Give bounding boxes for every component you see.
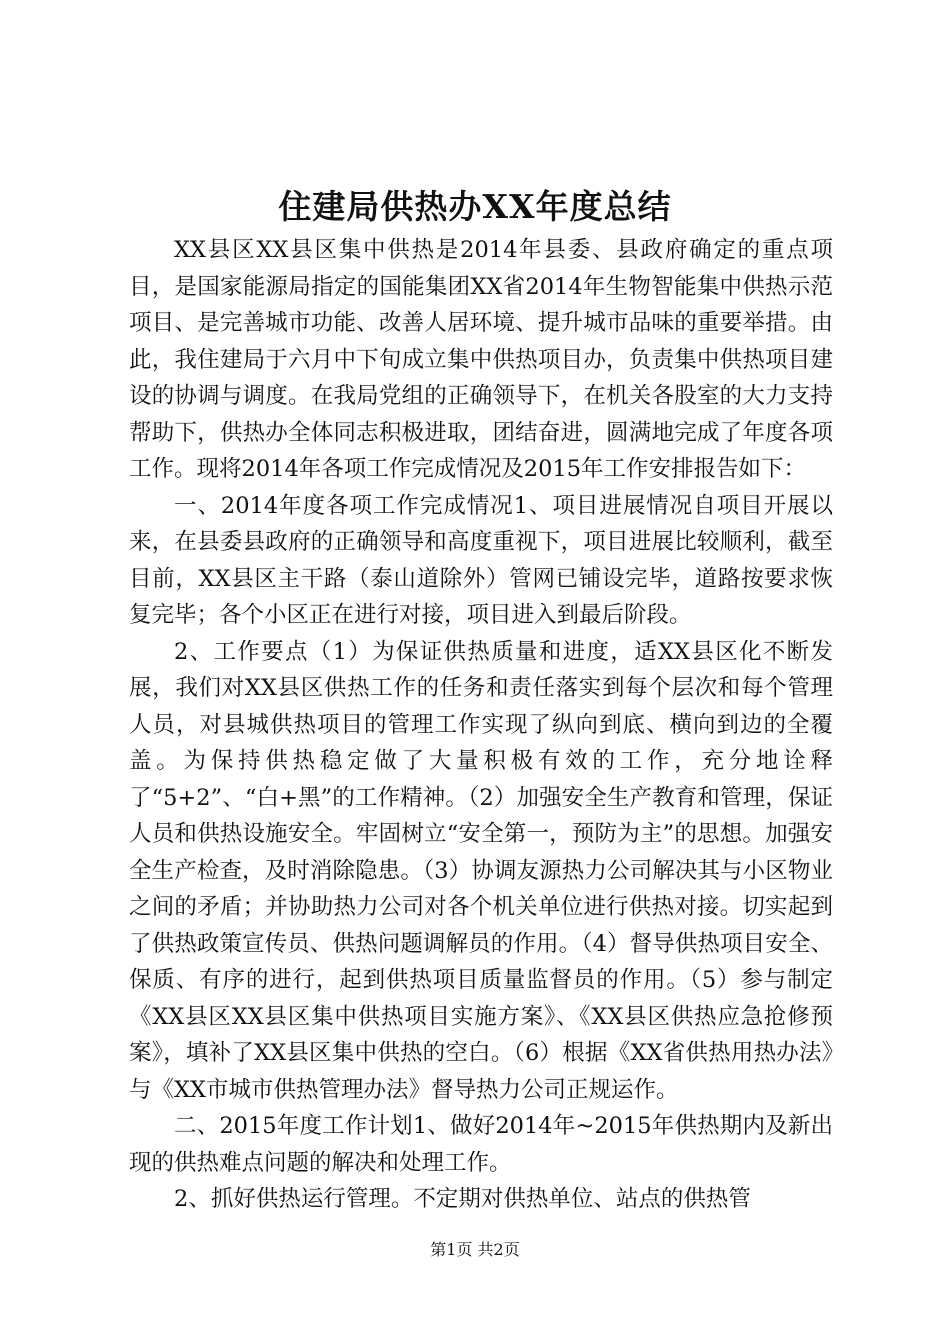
- page-number: 第1页 共2页: [430, 1240, 520, 1259]
- paragraph-intro: XX县区XX县区集中供热是2014年县委、县政府确定的重点项目，是国家能源局指定的国能集团XX省2014年生物智能集中供热示范项目、是完善城市功能、改善人居环境、提升城市品味的重要举措。由此，我住建局于六月中下旬成立集中供热项目办，负责集中供热项目建设的协调与调度。在我局党组的正确领导下，在机关各股室的大力支持帮助下，供热办全体同志积极进取，团结奋进，圆满地完成了年度各项工作。现将2014年各项工作完成情况及2015年工作安排报告如下：: [129, 237, 833, 482]
- document-title: 住建局供热办XX年度总结: [278, 187, 672, 226]
- paragraph-section-2: 二、2015年度工作计划1、做好2014年~2015年供热期内及新出现的供热难点问题的解决和处理工作。: [129, 1113, 833, 1176]
- paragraph-operation-management: 2、抓好供热运行管理。不定期对供热单位、站点的供热管: [174, 1186, 751, 1212]
- document-body: [129, 232, 833, 1218]
- paragraph-work-points: 2、工作要点（1）为保证供热质量和进度，适XX县区化不断发展，我们对XX县区供热工作的任务和责任落实到每个层次和每个管理人员，对县城供热项目的管理工作实现了纵向到底、横向到边的全覆盖。为保持供热稳定做了大量积极有效的工作，充分地诠释了“5+2”、“白+黑”的工作精神。（2）加强安全生产教育和管理，保证人员和供热设施安全。牢固树立“安全第一，预防为主”的思想。加强安全生产检查，及时消除隐患。（3）协调友源热力公司解决其与小区物业之间的矛盾；并协助热力公司对各个机关单位进行供热对接。切实起到了供热政策宣传员、供热问题调解员的作用。（4）督导供热项目安全、保质、有序的进行，起到供热项目质量监督员的作用。（5）参与制定《XX县区XX县区集中供热项目实施方案》、《XX县区供热应急抢修预案》，填补了XX县区集中供热的空白。（6）根据《XX省供热用热办法》与《XX市城市供热管理办法》督导热力公司正规运作。: [129, 638, 833, 1103]
- paragraph-section-1: 一、2014年度各项工作完成情况1、项目进展情况自项目开展以来，在县委县政府的正确领导和高度重视下，项目进展比较顺利，截至目前，XX县区主干路（泰山道除外）管网已铺设完毕，道路按要求恢复完毕；各个小区正在进行对接，项目进入到最后阶段。: [129, 492, 833, 628]
